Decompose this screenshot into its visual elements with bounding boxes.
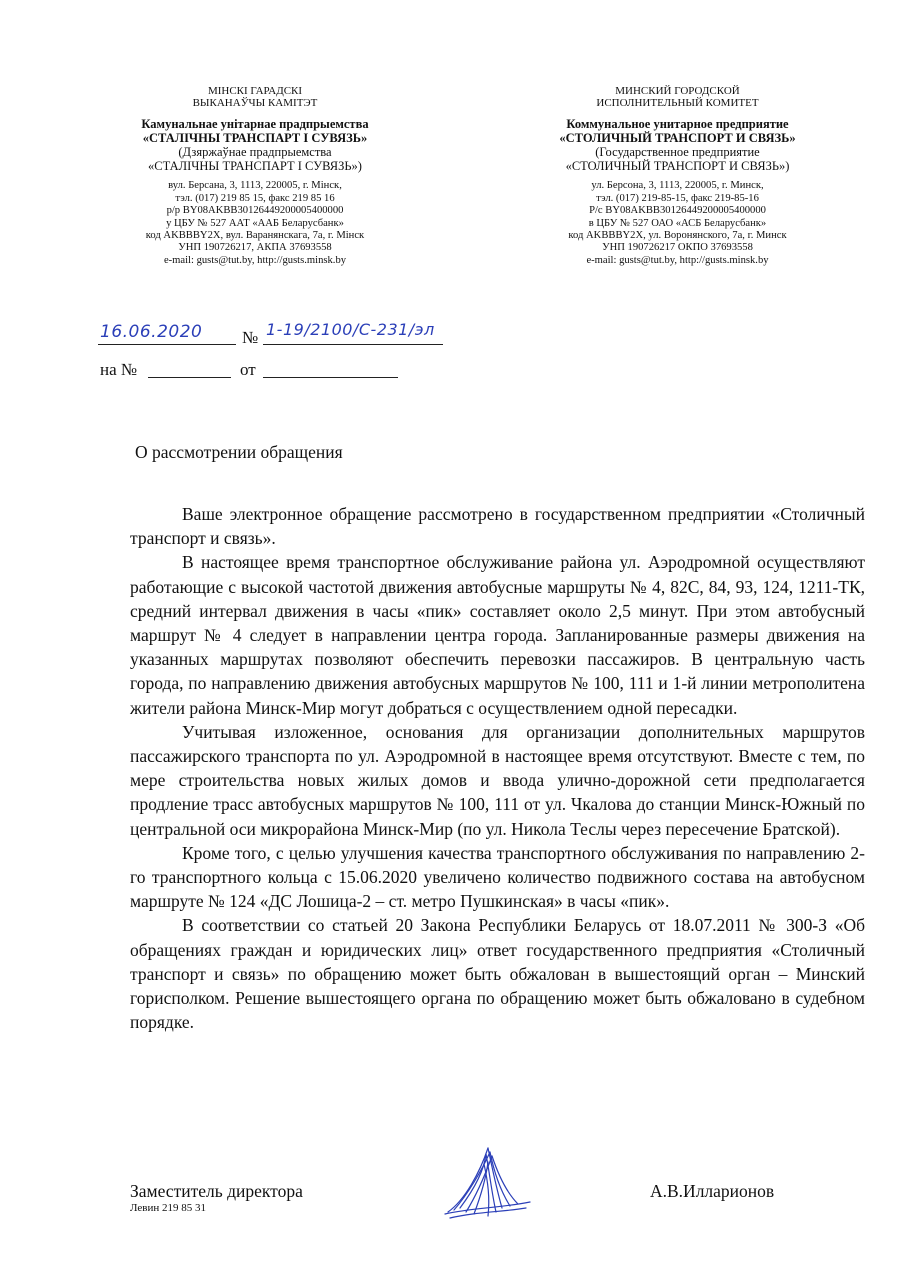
state-enterprise-line2: «СТАЛІЧНЫ ТРАНСПАРТ І СУВЯЗЬ») (148, 159, 362, 174)
enterprise-name-line1: Коммунальное унитарное предприятие (566, 117, 789, 132)
divider (148, 377, 231, 378)
header-belarusian (95, 85, 415, 267)
on-number-label: на № (100, 360, 138, 379)
detail-line: код AKBBBY2X, вул. Варанянскага, 7а, г. Мінск (145, 230, 365, 242)
detail-line: e-mail: gusts@tut.by, http://gusts.minsk.by (586, 254, 769, 266)
org-name-line1: МІНСКІ ГАРАДСКІ (207, 85, 303, 97)
reg-date: 16.06.2020 (100, 322, 203, 342)
org-name-line1: МИНСКИЙ ГОРОДСКОЙ (615, 85, 740, 97)
letter-body (130, 502, 865, 1034)
enterprise-name-line2: «СТАЛІЧНЫ ТРАНСПАРТ І СУВЯЗЬ» (142, 131, 368, 146)
letter-subject: О рассмотрении обращения (135, 442, 343, 462)
body-paragraph: Учитывая изложенное, основания для организации дополнительных маршрутов пассажирского транспорта по ул. Аэродромной в настоящее время отсутствуют. Вместе с тем, по мере строительства новых жилых домов и ввода улично-дорожной сети предполагается продление трасс автобусных маршрутов № 100, 111 от ул. Чкалова до станции Минск-Южный по центральной оси микрорайона Минск-Мир (по ул. Никола Теслы через пересечение Братской). (130, 721, 865, 839)
detail-line: тэл. (017) 219 85 15, факс 219 85 16 (175, 192, 335, 204)
executor-note: Левин 219 85 31 (130, 1202, 206, 1214)
detail-line: ул. Берсона, 3, 1113, 220005, г. Минск, (591, 180, 764, 192)
from-label: от (240, 360, 256, 379)
body-paragraph: Ваше электронное обращение рассмотрено в государственном предприятии «Столичный транспорт и связь». (130, 504, 865, 549)
reg-number-label: № (242, 328, 259, 347)
reg-number: 1-19/2100/С-231/эл (266, 320, 435, 339)
divider (263, 344, 443, 345)
detail-line: Р/с BY08AKBB30126449200005400000 (589, 205, 766, 217)
detail-line: у ЦБУ № 527 ААТ «ААБ Беларусбанк» (166, 217, 344, 229)
body-paragraph: Кроме того, с целью улучшения качества транспортного обслуживания по направлению 2-го транспортного кольца с 15.06.2020 увеличено количество подвижного состава на автобусном маршруте № 124 «ДС Лошица-2 – ст. метро Пушкинская» в часы «пик». (130, 842, 865, 912)
detail-line: р/р BY08AKBB30126449200005400000 (166, 205, 344, 217)
detail-line: вул. Берсана, 3, 1113, 220005, г. Мінск, (168, 180, 342, 192)
detail-line: тэл. (017) 219-85-15, факс 219-85-16 (596, 192, 759, 204)
org-name-line2: ИСПОЛНИТЕЛЬНЫЙ КОМИТЕТ (596, 97, 759, 110)
detail-line: УНП 190726217, АКПА 37693558 (178, 242, 332, 254)
state-enterprise-line1: (Государственное предприятие (595, 145, 760, 160)
detail-line: в ЦБУ № 527 ОАО «АСБ Беларусбанк» (588, 217, 767, 229)
signer-name: А.В.Илларионов (650, 1181, 775, 1201)
enterprise-name-line2: «СТОЛИЧНЫЙ ТРАНСПОРТ И СВЯЗЬ» (559, 131, 796, 146)
divider (263, 377, 398, 378)
enterprise-name-line1: Камунальнае унітарнае прадпрыемства (141, 117, 369, 132)
signature-mark (440, 1142, 535, 1222)
signer-position: Заместитель директора (130, 1181, 303, 1201)
detail-line: УНП 190726217 ОКПО 37693558 (602, 242, 753, 254)
org-name-line2: ВЫКАНАЎЧЫ КАМІТЭТ (192, 97, 318, 110)
divider (98, 344, 236, 345)
detail-line: код AKBBBY2X, ул. Воронянского, 7а, г. Минск (568, 230, 787, 242)
header-russian (515, 85, 840, 267)
state-enterprise-line1: (Дзяржаўнае прадпрыемства (178, 145, 332, 160)
state-enterprise-line2: «СТОЛИЧНЫЙ ТРАНСПОРТ И СВЯЗЬ») (565, 159, 790, 174)
detail-line: e-mail: gusts@tut.by, http://gusts.minsk.by (163, 254, 347, 266)
body-paragraph: В соответствии со статьей 20 Закона Республики Беларусь от 18.07.2011 № 300-З «Об обращениях граждан и юридических лиц» ответ государственного предприятия «Столичный транспорт и связь» по обращению может быть обжалован в вышестоящий орган – Минский горисполком. Решение вышестоящего органа по обращению может быть обжаловано в судебном порядке. (130, 915, 865, 1033)
body-paragraph: В настоящее время транспортное обслуживание района ул. Аэродромной осуществляют работающие с высокой частотой движения автобусные маршруты № 4, 82С, 84, 93, 124, 1211-ТК, средний интервал движения в часы «пик» составляет около 2,5 минут. При этом автобусный маршрут № 4 следует в направлении центра города. Запланированные размеры движения на указанных маршрутах позволяют обеспечить перевозки пассажиров. В центральную часть города, по направлению движения автобусных маршрутов № 100, 111 и 1-й линии метрополитена жители района Минск-Мир могут добраться с осуществлением одной пересадки. (130, 552, 865, 718)
